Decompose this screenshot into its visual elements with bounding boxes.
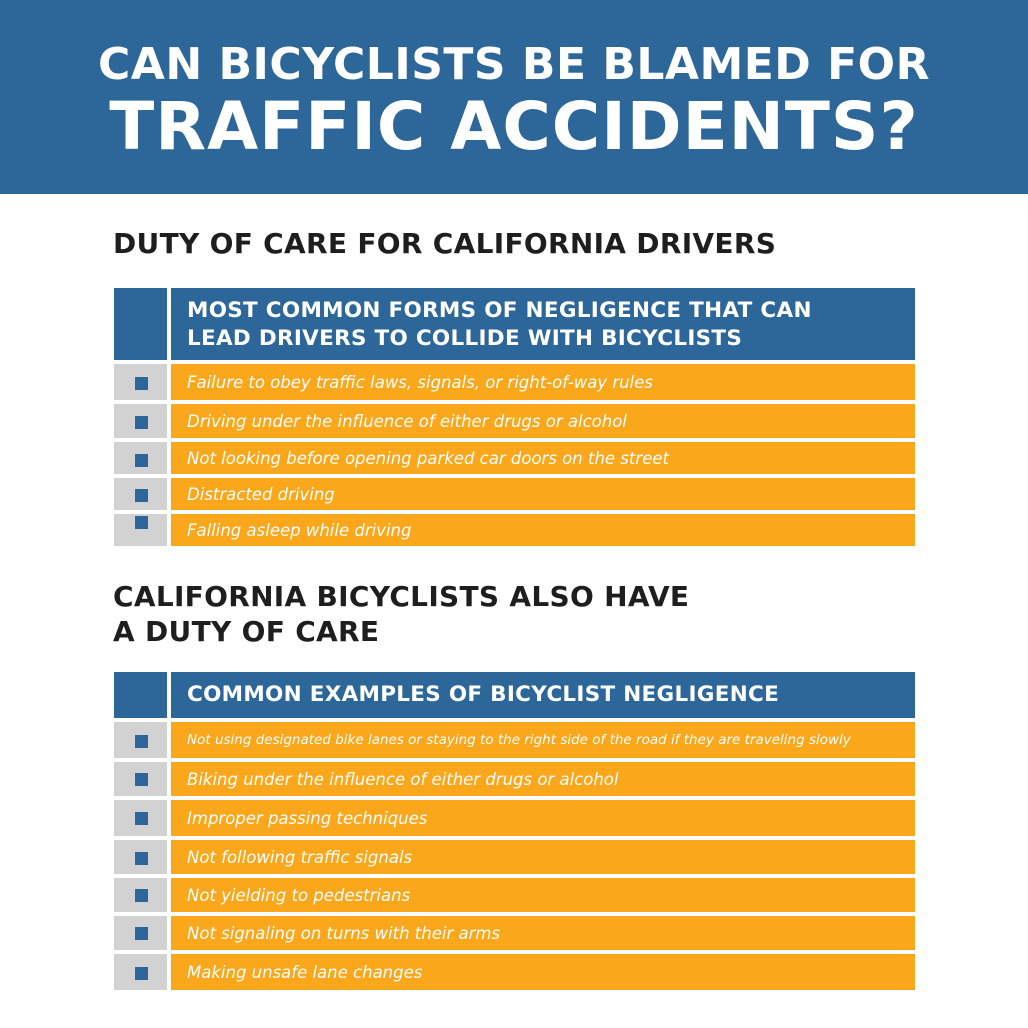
list-item: Biking under the influence of either drugs or alcohol	[171, 762, 915, 796]
list-item-marker	[114, 916, 167, 950]
drivers-table-header-marker	[114, 288, 167, 360]
list-item-marker	[114, 722, 167, 758]
bicyclists-heading-line1: CALIFORNIA BICYCLISTS ALSO HAVE	[113, 580, 690, 613]
list-item: Failure to obey traffic laws, signals, or right-of-way rules	[171, 364, 915, 400]
square-bullet-icon	[135, 967, 148, 980]
list-item: Falling asleep while driving	[171, 514, 915, 546]
list-item: Not following traffic signals	[171, 840, 915, 874]
list-item: Driving under the influence of either drugs or alcohol	[171, 404, 915, 438]
square-bullet-icon	[135, 889, 148, 902]
square-bullet-icon	[135, 377, 148, 390]
list-item-marker	[114, 404, 167, 438]
square-bullet-icon	[135, 416, 148, 429]
list-item: Improper passing techniques	[171, 800, 915, 836]
list-item-marker	[114, 878, 167, 912]
square-bullet-icon	[135, 489, 148, 502]
square-bullet-icon	[135, 773, 148, 786]
list-item-marker	[114, 442, 167, 474]
list-item-marker	[114, 514, 167, 546]
drivers-table-title-line1: MOST COMMON FORMS OF NEGLIGENCE THAT CAN	[187, 298, 812, 323]
square-bullet-icon	[135, 812, 148, 825]
bicyclists-table-header-marker	[114, 672, 167, 718]
drivers-table-title-line2: LEAD DRIVERS TO COLLIDE WITH BICYCLISTS	[187, 326, 743, 351]
drivers-section-heading: DUTY OF CARE FOR CALIFORNIA DRIVERS	[113, 227, 777, 260]
bicyclists-section-heading	[113, 579, 689, 649]
list-item: Not yielding to pedestrians	[171, 878, 915, 912]
square-bullet-icon	[135, 454, 148, 467]
title-banner	[0, 0, 1028, 194]
list-item: Not signaling on turns with their arms	[171, 916, 915, 950]
list-item: Distracted driving	[171, 478, 915, 510]
list-item-marker	[114, 478, 167, 510]
list-item: Not using designated bike lanes or staying to the right side of the road if they are traveling slowly	[171, 722, 915, 758]
banner-title-line2: TRAFFIC ACCIDENTS?	[109, 88, 919, 165]
list-item: Making unsafe lane changes	[171, 954, 915, 990]
square-bullet-icon	[135, 516, 148, 529]
square-bullet-icon	[135, 735, 148, 748]
list-item-marker	[114, 762, 167, 796]
square-bullet-icon	[135, 927, 148, 940]
list-item-marker	[114, 954, 167, 990]
list-item-marker	[114, 364, 167, 400]
bicyclists-table-title: COMMON EXAMPLES OF BICYCLIST NEGLIGENCE	[171, 672, 915, 718]
list-item: Not looking before opening parked car doors on the street	[171, 442, 915, 474]
list-item-marker	[114, 840, 167, 874]
drivers-table-title	[171, 288, 915, 360]
list-item-marker	[114, 800, 167, 836]
banner-title-line1: CAN BICYCLISTS BE BLAMED FOR	[98, 39, 930, 90]
square-bullet-icon	[135, 852, 148, 865]
bicyclists-heading-line2: A DUTY OF CARE	[113, 615, 380, 648]
